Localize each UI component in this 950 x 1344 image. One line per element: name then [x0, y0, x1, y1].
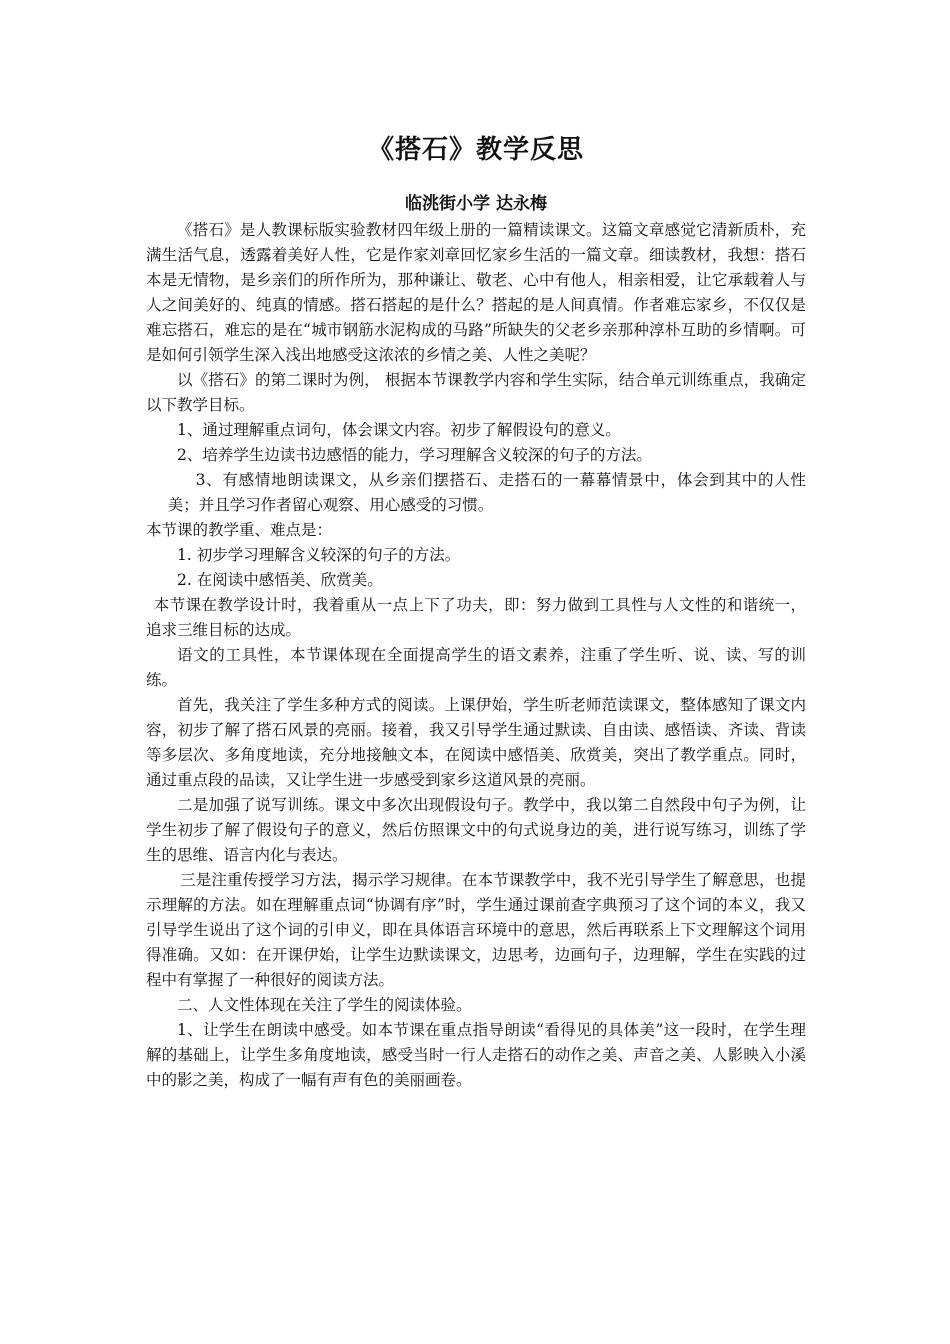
paragraph-intro: 《搭石》是人教课标版实验教材四年级上册的一篇精读课文。这篇文章感觉它清新质朴，充满生活气息，透露着美好人性，它是作家刘章回忆家乡生活的一篇文章。细读教材，我想：搭石本是无情物，是乡亲们的所作所为，那种谦让、敬老、心中有他人，相亲相爱，让它承载着人与人之间美好的、纯真的情感。搭石搭起的是什么？搭起的是人间真情。作者难忘家乡，不仅仅是难忘搭石，难忘的是在“城市钢筋水泥构成的马路”所缺失的父老乡亲那种淳朴互助的乡情啊。可是如何引领学生深入浅出地感受这浓浓的乡情之美、人性之美呢？ [146, 221, 806, 364]
paragraph-instrumentality: 语文的工具性，本节课体现在全面提高学生的语文素养，注重了学生听、说、读、写的训练。 [146, 646, 806, 689]
paragraph-first-reading: 首先，我关注了学生多种方式的阅读。上课伊始，学生听老师范读课文，整体感知了课文内容，初步了解了搭石风景的亮丽。接着，我又引导学生通过默读、自由读、感悟读、齐读、背读等多层次、多角度地读，充分地接触文本，在阅读中感悟美、欣赏美，突出了教学重点。同时，通过重点段的品读，又让学生进一步感受到家乡这道风景的亮丽。 [146, 696, 806, 789]
paragraph-humanistic: 二、人文性体现在关注了学生的阅读体验。 [177, 996, 472, 1014]
paragraph-second-writing: 二是加强了说写训练。课文中多次出现假设句子。教学中，我以第二自然段中句子为例，让学生初步了解了假设句子的意义，然后仿照课文中的句式说身边的美，进行说写练习，训练了学生的思维、语言内化与表达。 [146, 796, 806, 864]
key-point-item-2: 2. 在阅读中感悟美、欣赏美。 [177, 571, 383, 589]
key-point-item-1: 1. 初步学习理解含义较深的句子的方法。 [177, 546, 461, 564]
objective-item-3: 3、有感情地朗读课文，从乡亲们摆搭石、走搭石的一幕幕情景中，体会到其中的人性美；并且学习作者留心观察、用心感受的习惯。 [167, 471, 806, 514]
paragraph-objectives-intro: 以《搭石》的第二课时为例， 根据本节课教学内容和学生实际，结合单元训练重点，我确定以下教学目标。 [146, 371, 806, 414]
paragraph-third-methods: 三是注重传授学习方法，揭示学习规律。在本节课教学中，我不光引导学生了解意思，也提示理解的方法。如在理解重点词“协调有序”时，学生通过课前查字典预习了这个词的本义，我又引导学生说出了这个词的引申义，即在具体语言环境中的意思，然后再联系上下文理解这个词用得准确。又如：在开课伊始，让学生边默读课文，边思考，边画句子，边理解，学生在实践的过程中有掌握了一种很好的阅读方法。 [146, 871, 806, 989]
author-line: 临洮街小学 达永梅 [405, 194, 547, 214]
paragraph-reading-feeling: 1、让学生在朗读中感受。如本节课在重点指导朗读“看得见的具体美”这一段时，在学生理解的基础上，让学生多角度地读，感受当时一行人走搭石的动作之美、声音之美、人影映入小溪中的影之美，构成了一幅有声有色的美丽画卷。 [146, 1021, 806, 1089]
document-page [146, 132, 806, 1093]
paragraph-design-focus: 本节课在教学设计时，我着重从一点上下了功夫，即：努力做到工具性与人文性的和谐统一， 追求三维目标的达成。 [146, 596, 806, 639]
key-points-heading: 本节课的教学重、难点是： [146, 521, 333, 539]
objective-item-1: 1、通过理解重点词句，体会课文内容。初步了解假设句的意义。 [177, 421, 621, 439]
document-title: 《搭石》教学反思 [367, 135, 584, 165]
objective-item-2: 2、培养学生边读书边感悟的能力，学习理解含义较深的句子的方法。 [177, 446, 652, 464]
